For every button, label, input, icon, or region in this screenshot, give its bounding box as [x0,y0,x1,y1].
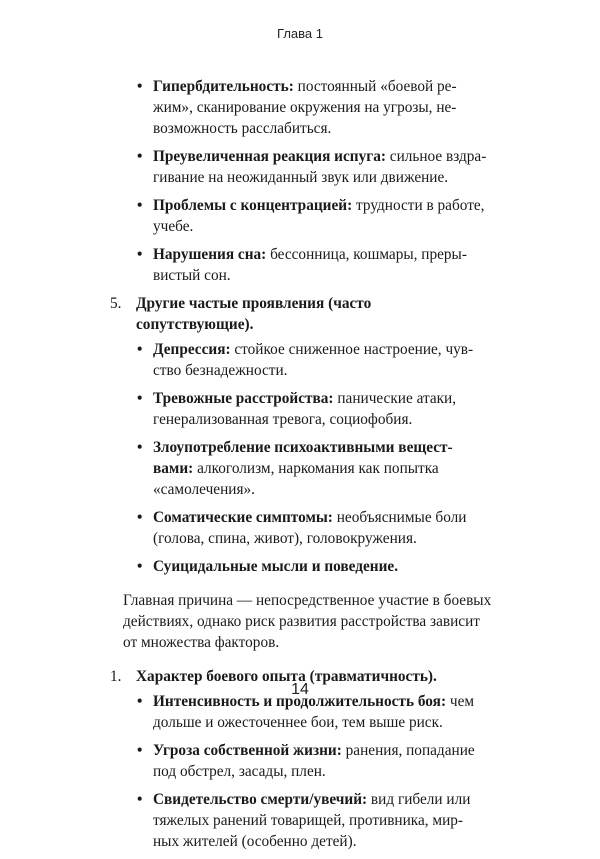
bullet-term: Проблемы с концентрацией: [153,197,353,214]
bullet-term: Суицидальные мысли и поведение. [153,558,399,575]
bullet-text: чем [446,693,475,710]
bullet-dot: • [137,558,143,575]
bullet-text: гивание на неожиданный звук или движение. [153,169,449,186]
bullet-term: Тревожные расстройства: [153,390,334,407]
bullet-text: под обстрел, засады, плен. [153,763,326,780]
bullet-dot: • [137,148,143,165]
bullet-text: постоянный «боевой ре- [293,78,457,95]
list-item [136,195,492,237]
bullet-dot: • [137,439,143,456]
bullet-text: (голова, спина, живот), головокружения. [153,530,417,547]
bullet-text: сильное вздра- [385,148,487,165]
bullet-text: возможность расслабиться. [153,120,332,137]
bullet-text: бессонница, кошмары, преры- [266,246,467,263]
list-item [136,507,492,549]
section-heading [110,293,492,335]
list-item [136,740,492,782]
list-item [136,789,492,852]
bullet-text: вистый сон. [153,267,231,284]
bullet-text: генерализованная тревога, социофобия. [153,411,413,428]
paragraph-line: от множества факторов. [123,634,280,651]
bullet-text: необъяснимые боли [332,509,467,526]
page-number: 14 [291,681,309,698]
bullet-dot: • [137,341,143,358]
list-item [136,437,492,500]
body-paragraph [123,590,492,653]
bullet-text: панические атаки, [333,390,457,407]
bullet-dot: • [137,693,143,710]
bullet-dot: • [137,791,143,808]
bullet-text: тяжелых ранений товарищей, противника, мир- [153,812,464,829]
bullet-term: Угроза собственной жизни: [153,742,342,759]
bullet-text: ство безнадежности. [153,362,288,379]
list-item [136,76,492,139]
bullet-text: ных жителей (особенно детей). [153,833,357,850]
bullet-term: Злоупотребление психоактивными вещест- [153,439,453,456]
bullet-term: Преувеличенная реакция испуга: [153,148,386,165]
bullet-term: Соматические симптомы: [153,509,333,526]
bullet-dot: • [137,246,143,263]
section-number: 1. [110,668,122,685]
bullet-dot: • [137,509,143,526]
bullet-dot: • [137,742,143,759]
bullet-dot: • [137,78,143,95]
page-body [110,76,492,859]
bullet-text: стойкое сниженное настроение, чув- [230,341,474,358]
bullet-dot: • [137,390,143,407]
bullet-term: Свидетельство смерти/увечий: [153,791,368,808]
bullet-term: Нарушения сна: [153,246,267,263]
list-item [136,388,492,430]
bullet-term: Гипербдительность: [153,78,294,95]
section-number: 5. [110,295,122,312]
bullet-dot: • [137,197,143,214]
bullet-term: вами: [153,460,194,477]
bullet-text: дольше и ожесточеннее бои, тем выше риск. [153,714,443,731]
paragraph-line: действиях, однако риск развития расстройства зависит [123,613,480,630]
section-title: Другие частые проявления (часто сопутствующие). [136,295,372,333]
bullet-term: Депрессия: [153,341,231,358]
bullet-text: трудности в работе, [352,197,485,214]
bullet-text: алкоголизм, наркомания как попытка [193,460,439,477]
bullet-text: ранения, попадание [341,742,475,759]
bullet-text: вид гибели или [367,791,471,808]
bullet-text: жим», сканирование окружения на угрозы, не- [153,99,457,116]
bullet-text: учебе. [153,218,194,235]
section-title: Характер боевого опыта (травматичность). [136,668,437,685]
list-item [136,146,492,188]
paragraph-line: Главная причина — непосредственное участие в боевых [123,592,492,609]
chapter-header: Глава 1 [277,26,323,41]
bullet-term: Интенсивность и продолжительность боя: [153,693,447,710]
list-item [136,556,492,577]
bullet-text: «самолечения». [153,481,255,498]
list-item [136,339,492,381]
list-item [136,244,492,286]
